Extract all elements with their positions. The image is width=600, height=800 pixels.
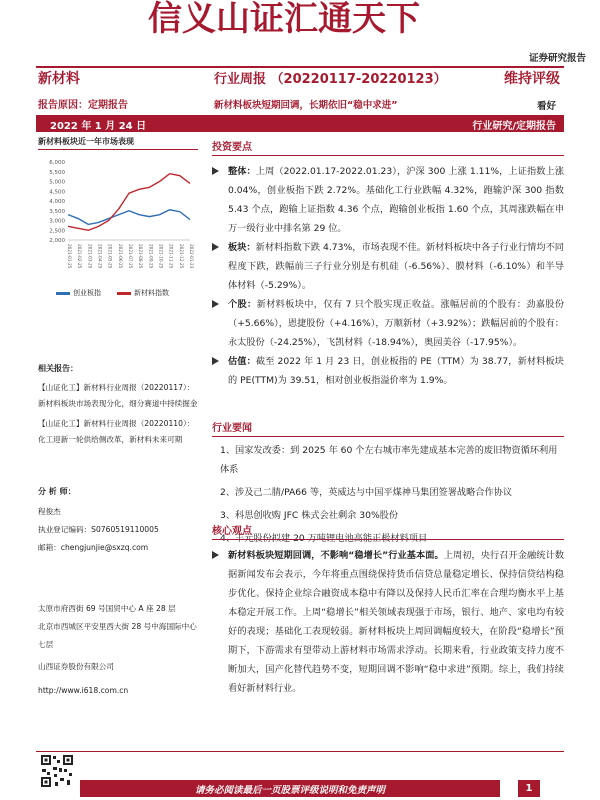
address-line: 北京市西城区平安里西大街 28 号中海国际中心七层 — [38, 622, 197, 649]
chart-area — [38, 156, 198, 306]
bullet-arrow-icon — [212, 551, 219, 559]
analyst-name: 程俊杰 — [38, 507, 61, 516]
x-tick-label: 2021-05-25 — [107, 244, 113, 269]
chart-title: 新材料板块近一年市场表现 — [38, 136, 198, 150]
x-tick-label: 2021-09-25 — [148, 244, 154, 269]
brand-subtitle: 证券研究报告 — [528, 53, 586, 64]
news-item[interactable]: 1、国家发改委：到 2025 年 60 个左右城市率先建成基本完善的废旧物资循环利用体系 — [220, 445, 558, 475]
x-tick-label: 2021-11-25 — [168, 244, 174, 269]
y-tick-label: 4,000 — [49, 199, 65, 205]
analyst-info — [38, 503, 203, 557]
y-tick-label: 5,500 — [49, 169, 65, 176]
company-website[interactable]: http://www.i618.com.cn — [38, 686, 129, 695]
report-reason: 报告原因：定期报告 — [38, 100, 128, 111]
address-line: 太原市府西街 69 号国贸中心 A 座 28 层 — [38, 604, 176, 613]
core-views — [212, 522, 564, 698]
core-view-item: 新材料板块短期回调，不影响“稳增长”行业基本面。上周初，央行召开金融统计数据新闻发布会表示，今年将重点围绕保持货币信贷总量稳定增长、保持信贷结构稳步优化、保持企业综合融资成本稳中有降以及保持人民币汇率在合理均衡水平上基本稳定开展工作。上周“稳增长”相关领域表现强于市场，银行、地产、家电均有较好的表现；基础化工表现较弱。新材料板块上周回调幅度较大，在阶段“稳增长”预期下，下游需求有望带动上游材料市场需求浮动。长期来看，行业政策支持力度不断加大，国产化替代趋势不变，短期回调不影响“稳中求进”预期。综上，我们持续看好新材料行业。 — [212, 546, 564, 698]
y-tick-label: 4,500 — [49, 189, 65, 196]
analyst-title: 分 析 师： — [38, 487, 76, 496]
y-tick-label: 6,000 — [49, 160, 65, 166]
brand-slogan: 信义山证汇通天下 — [148, 0, 420, 39]
related-report-item[interactable]: 【山证化工】新材料行业周报（20220110）：化工迎新一轮供给侧改革，新材料未来可期 — [38, 419, 195, 444]
sector-name: 新材料 — [38, 71, 80, 87]
analyst-license: 执业登记编码：S0760519110005 — [38, 525, 159, 534]
bullet-arrow-icon — [212, 243, 219, 251]
x-tick-label: 2021-12-25 — [178, 244, 184, 269]
investment-highlights — [212, 138, 564, 390]
x-tick-label: 2021-08-25 — [138, 244, 144, 269]
section-title: 行业要闻 — [212, 423, 252, 434]
bullet-arrow-icon — [212, 300, 219, 308]
x-tick-label: 2021-10-25 — [158, 244, 164, 269]
news-item[interactable]: 3、科思创收购 JFC 株式会社剩余 30%股份 — [220, 510, 399, 521]
company-name: 山西证券股份有限公司 — [38, 662, 114, 671]
section-title: 核心观点 — [212, 526, 252, 537]
bullet-arrow-icon — [212, 357, 219, 365]
highlight-item: 整体：上周（2022.01.17-2022.01.23），沪深 300 上涨 1.11%，上证指数上涨 0.04%，创业板指下跌 2.72%。基础化工行业跌幅 4.32%，跑输沪深 300 指数 5.43 个点，跑输上证指数 4.36 个点，跑输创业板指 1.60 个点，其周涨跌幅在申万一级行业中排名第 29 位。 — [212, 162, 564, 238]
report-date: 2022 年 1 月 24 日 — [50, 121, 147, 132]
analyst-email[interactable]: 邮箱：chengjunjie@sxzq.com — [38, 543, 149, 552]
y-tick-label: 5,000 — [49, 179, 65, 186]
footer-disclaimer: 请务必阅读最后一页股票评级说明和免责声明 — [194, 785, 385, 796]
chart-panel — [38, 136, 198, 306]
x-tick-label: 2021-03-25 — [87, 244, 93, 269]
x-tick-label: 2021-02-25 — [77, 244, 83, 269]
bullet-arrow-icon — [212, 167, 219, 175]
report-headline: 新材料板块短期回调，长期依旧“稳中求进” — [214, 100, 398, 111]
highlight-item: 个股：新材料板块中，仅有 7 只个股实现正收益。涨幅居前的个股有：劲嘉股份（+5.66%），恩捷股份（+4.16%），万顺新材（+3.92%）；跌幅居前的个股有：永太股份（-24.25%），飞凯材料（-18.94%），奥园美谷（-17.95%）。 — [212, 295, 564, 352]
x-tick-label: 2022-01-23 — [189, 244, 194, 269]
y-tick-label: 2,500 — [49, 228, 65, 235]
section-title: 投资要点 — [212, 142, 252, 153]
y-tick-label: 3,500 — [49, 208, 65, 215]
brand-logo — [140, 0, 450, 44]
related-report-item[interactable]: 【山证化工】新材料行业周报（20220117）：新材料板块市场表现分化，细分赛道中持续掘金 — [38, 383, 198, 408]
date-bar — [36, 115, 564, 132]
y-tick-label: 2,000 — [49, 238, 65, 244]
footer-disclaimer-bar — [80, 780, 500, 797]
x-tick-label: 2021-01-25 — [67, 244, 72, 269]
legend-item-newmat: 新材料指数 — [117, 288, 169, 298]
rating: 维持评级 — [504, 71, 560, 87]
rating-value: 看好 — [536, 101, 556, 112]
x-tick-label: 2021-04-25 — [97, 244, 103, 269]
chart-legend — [56, 288, 169, 298]
y-tick-label: 3,000 — [49, 218, 65, 225]
x-tick-label: 2021-07-25 — [128, 244, 133, 269]
line-chart — [38, 156, 198, 284]
related-reports-title: 相关报告： — [38, 364, 78, 373]
page-number: 1 — [518, 780, 540, 797]
news-item[interactable]: 2、涉及己二腈/PA66 等，英威达与中国平煤神马集团签署战略合作协议 — [220, 487, 513, 498]
related-reports — [38, 380, 198, 448]
qr-code-icon — [40, 754, 74, 788]
highlight-item: 估值：截至 2022 年 1 月 23 日，创业板指的 PE（TTM）为 38.77，新材料板块的 PE(TTM)为 39.51，相对创业板指溢价率为 1.9%。 — [212, 352, 564, 390]
series-line-1 — [68, 174, 190, 231]
series-line-0 — [68, 210, 190, 225]
legend-item-gem: 创业板指 — [56, 288, 101, 298]
report-type: 行业周报 （20220117-20220123） — [214, 72, 447, 87]
report-category: 行业研究/定期报告 — [472, 121, 556, 132]
company-address — [38, 600, 203, 700]
x-tick-label: 2021-06-25 — [117, 244, 123, 269]
footer-rule — [36, 751, 564, 752]
highlight-item: 板块：新材料指数下跌 4.73%，市场表现不佳。新材料板块中各子行业行情均不同程度下跌，跌幅前三子行业分别是有机硅（-6.56%）、膜材料（-6.10%）和半导体材料（-5.29%）。 — [212, 238, 564, 295]
